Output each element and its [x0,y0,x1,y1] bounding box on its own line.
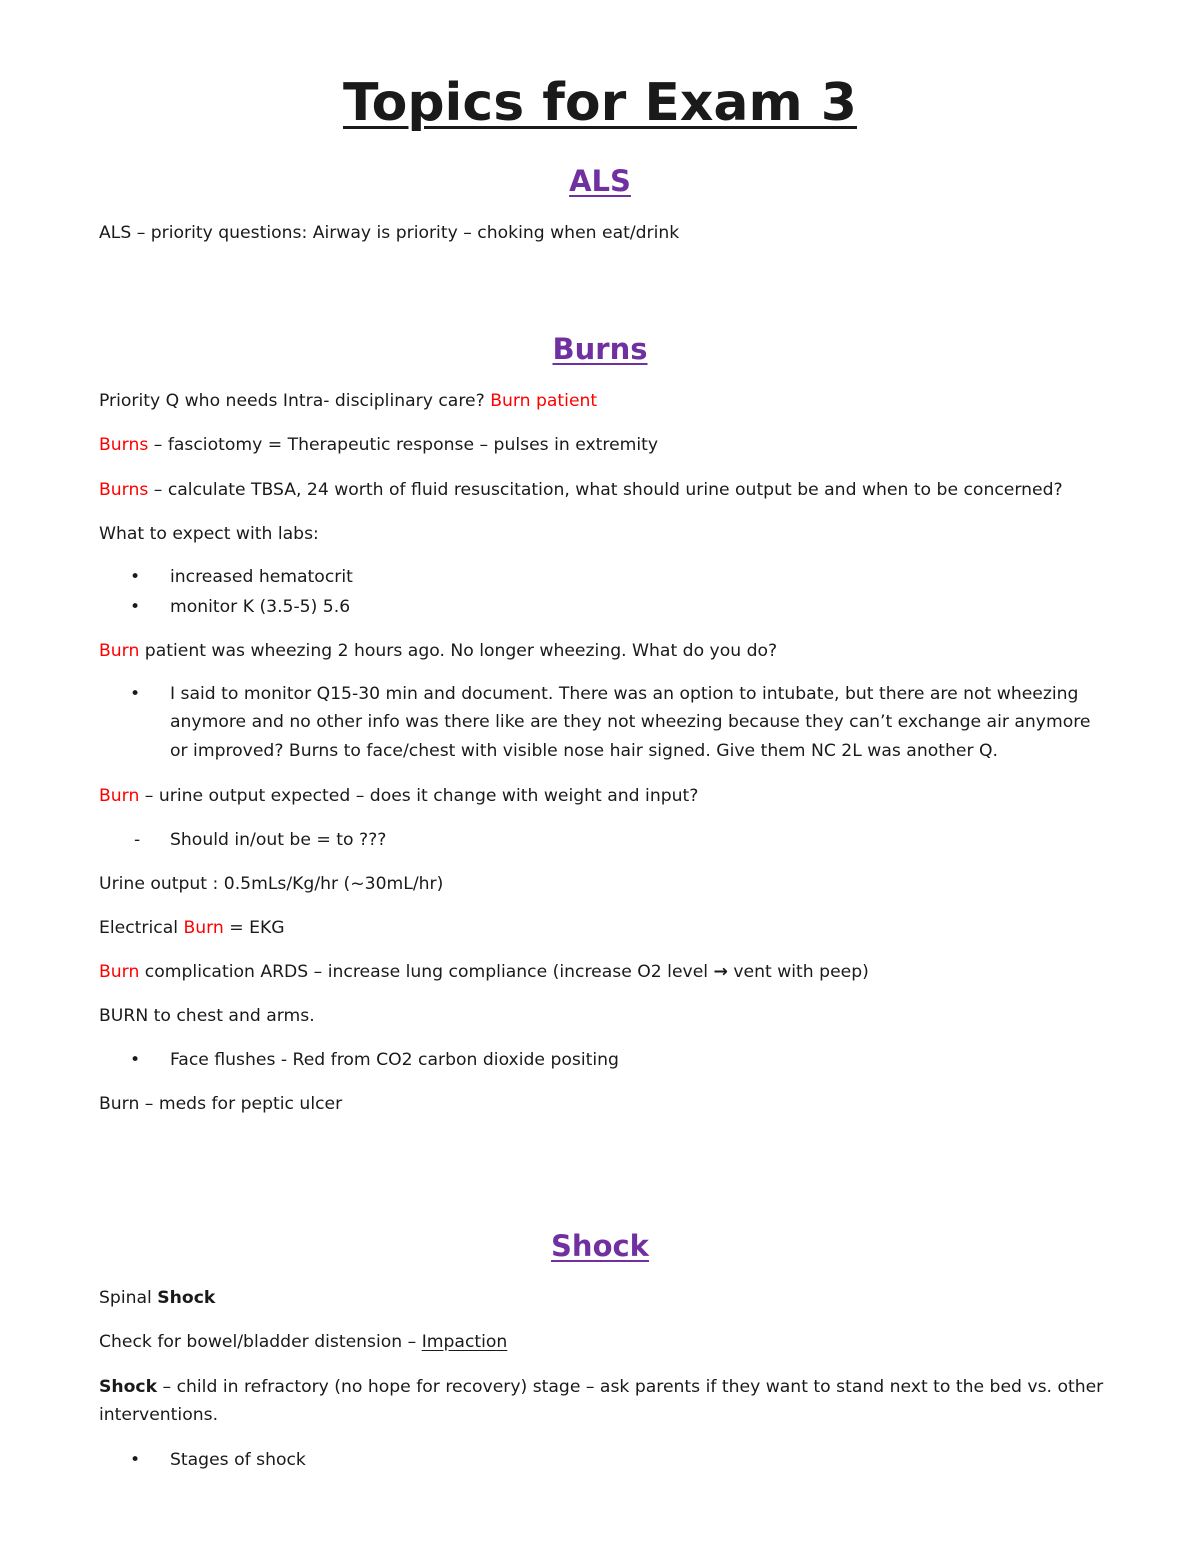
section-heading-als: ALS [569,164,631,198]
list-item-labs-2: monitor K (3.5-5) 5.6 [170,597,351,617]
burns-wheezing-line: Burn patient was wheezing 2 hours ago. No longer wheezing. What do you do? [99,641,778,661]
page-title: Topics for Exam 3 [343,73,857,133]
bullet-marker: • [130,684,141,704]
labs-intro-line: What to expect with labs: [99,524,319,544]
right-arrow-icon: → [713,962,728,982]
bowel-bladder-line: Check for bowel/bladder distension – Impaction [99,1332,508,1352]
burns-urine-line: Burn – urine output expected – does it change with weight and input? [99,786,699,806]
peptic-ulcer-line: Burn – meds for peptic ulcer [99,1094,343,1114]
section-heading-burns: Burns [552,332,648,366]
bullet-marker: • [130,597,141,617]
section-heading-shock: Shock [551,1229,649,1263]
list-item-labs-1: increased hematocrit [170,567,353,587]
list-item-stages-of-shock: Stages of shock [170,1450,306,1470]
refractory-line-2: interventions. [99,1405,219,1425]
list-item-face-flushes: Face flushes - Red from CO2 carbon dioxide positing [170,1050,619,1070]
als-line: ALS – priority questions: Airway is priority – choking when eat/drink [99,223,680,243]
refractory-line-1: Shock – child in refractory (no hope for recovery) stage – ask parents if they want to stand next to the bed vs. other [99,1377,1104,1397]
wheeze-answer-line-1: I said to monitor Q15-30 min and document. There was an option to intubate, but there are not wheezing [170,684,1079,704]
burns-priority-line: Priority Q who needs Intra- disciplinary care? Burn patient [99,391,598,411]
ards-line: Burn complication ARDS – increase lung compliance (increase O2 level → vent with peep) [99,962,869,982]
burns-tbsa-line: Burns – calculate TBSA, 24 worth of fluid resuscitation, what should urine output be and when to be concerned? [99,480,1063,500]
spinal-shock-line: Spinal Shock [99,1288,216,1308]
bullet-marker: • [130,1050,141,1070]
bullet-marker: • [130,567,141,587]
list-item-in-out: Should in/out be = to ??? [170,830,387,850]
urine-output-line: Urine output : 0.5mLs/Kg/hr (~30mL/hr) [99,874,444,894]
wheeze-answer-line-3: or improved? Burns to face/chest with visible nose hair signed. Give them NC 2L was another Q. [170,741,998,761]
bullet-marker: • [130,1450,141,1470]
dash-marker: - [134,830,141,850]
wheeze-answer-line-2: anymore and no other info was there like are they not wheezing because they can’t exchange air anymore [170,712,1091,732]
burns-fasciotomy-line: Burns – fasciotomy = Therapeutic response – pulses in extremity [99,435,659,455]
burn-chest-line: BURN to chest and arms. [99,1006,315,1026]
electrical-burn-line: Electrical Burn = EKG [99,918,285,938]
